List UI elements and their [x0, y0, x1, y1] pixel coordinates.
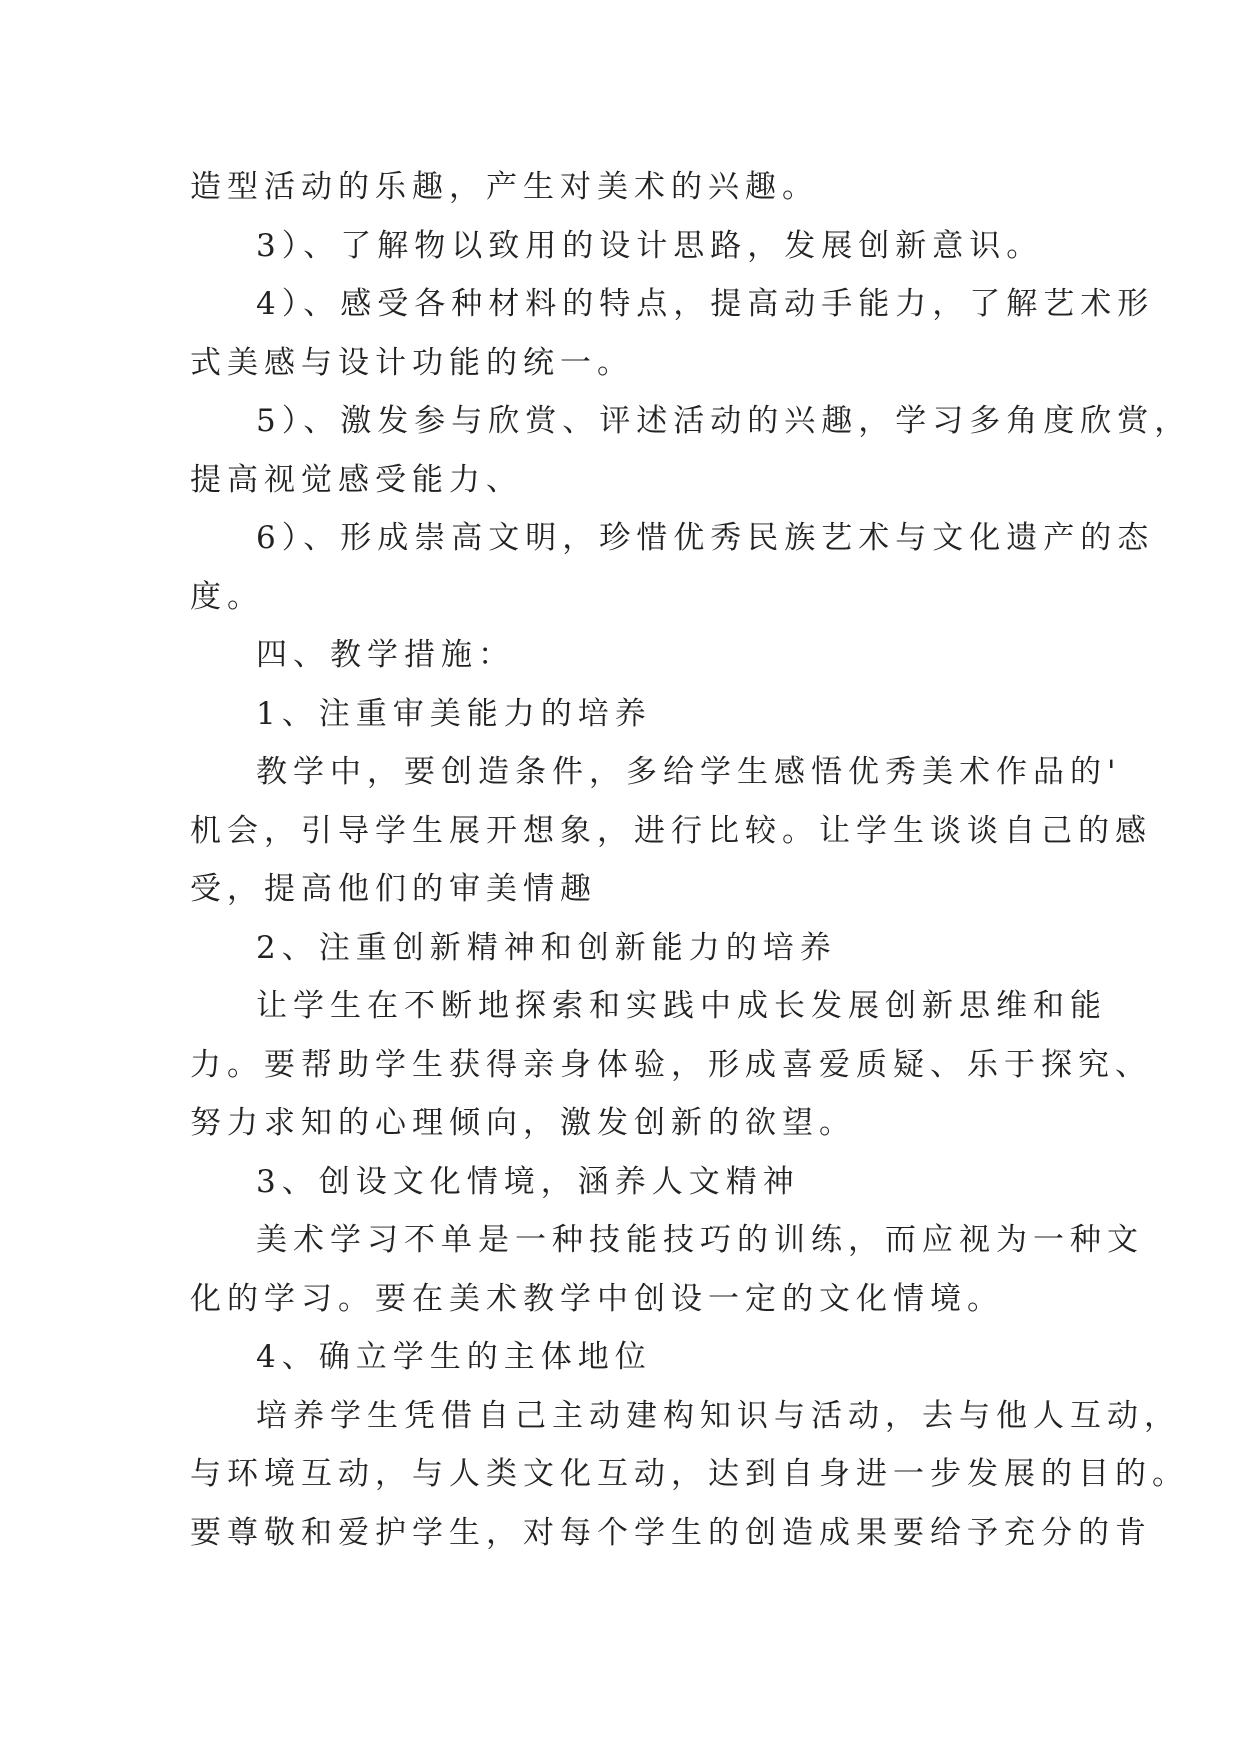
text-line: 3、创设文化情境，涵养人文精神 [256, 1163, 800, 1200]
text-line: 度。 [190, 578, 264, 615]
text-line: 力。要帮助学生获得亲身体验，形成喜爱质疑、乐于探究、 [190, 1046, 1152, 1083]
text-line: 5）、激发参与欣赏、评述活动的兴趣，学习多角度欣赏， [256, 403, 1192, 439]
text-line: 提高视觉感受能力、 [190, 461, 523, 498]
text-line: 机会，引导学生展开想象，进行比较。让学生谈谈自己的感 [190, 812, 1152, 849]
text-line: 美术学习不单是一种技能技巧的训练，而应视为一种文 [256, 1222, 1144, 1258]
text-line: 造型活动的乐趣，产生对美术的兴趣。 [190, 169, 819, 205]
text-line: 努力求知的心理倾向，激发创新的欲望。 [190, 1105, 856, 1141]
text-line: 要尊敬和爱护学生，对每个学生的创造成果要给予充分的肯 [190, 1514, 1152, 1551]
text-line: 式美感与设计功能的统一。 [190, 344, 634, 381]
text-line: 让学生在不断地探索和实践中成长发展创新思维和能 [256, 988, 1107, 1024]
text-line: 化的学习。要在美术教学中创设一定的文化情境。 [190, 1280, 1004, 1317]
text-line: 四、教学措施： [256, 637, 515, 673]
document-body [190, 158, 1192, 1562]
text-line: 与环境互动，与人类文化互动，达到自身进一步发展的目的。 [190, 1456, 1189, 1492]
text-line: 2、注重创新精神和创新能力的培养 [256, 929, 837, 966]
text-line: 6）、形成崇高文明，珍惜优秀民族艺术与文化遗产的态 [256, 520, 1155, 556]
text-line: 教学中，要创造条件，多给学生感悟优秀美术作品的' [256, 754, 1122, 790]
text-line: 培养学生凭借自己主动建构知识与活动，去与他人互动， [256, 1397, 1181, 1434]
text-line: 4、确立学生的主体地位 [256, 1339, 652, 1375]
text-line: 4）、感受各种材料的特点，提高动手能力，了解艺术形 [256, 286, 1155, 322]
text-line: 3）、了解物以致用的设计思路，发展创新意识。 [256, 227, 1044, 264]
text-line: 受，提高他们的审美情趣 [190, 871, 597, 907]
text-line: 1、注重审美能力的培养 [256, 695, 652, 732]
